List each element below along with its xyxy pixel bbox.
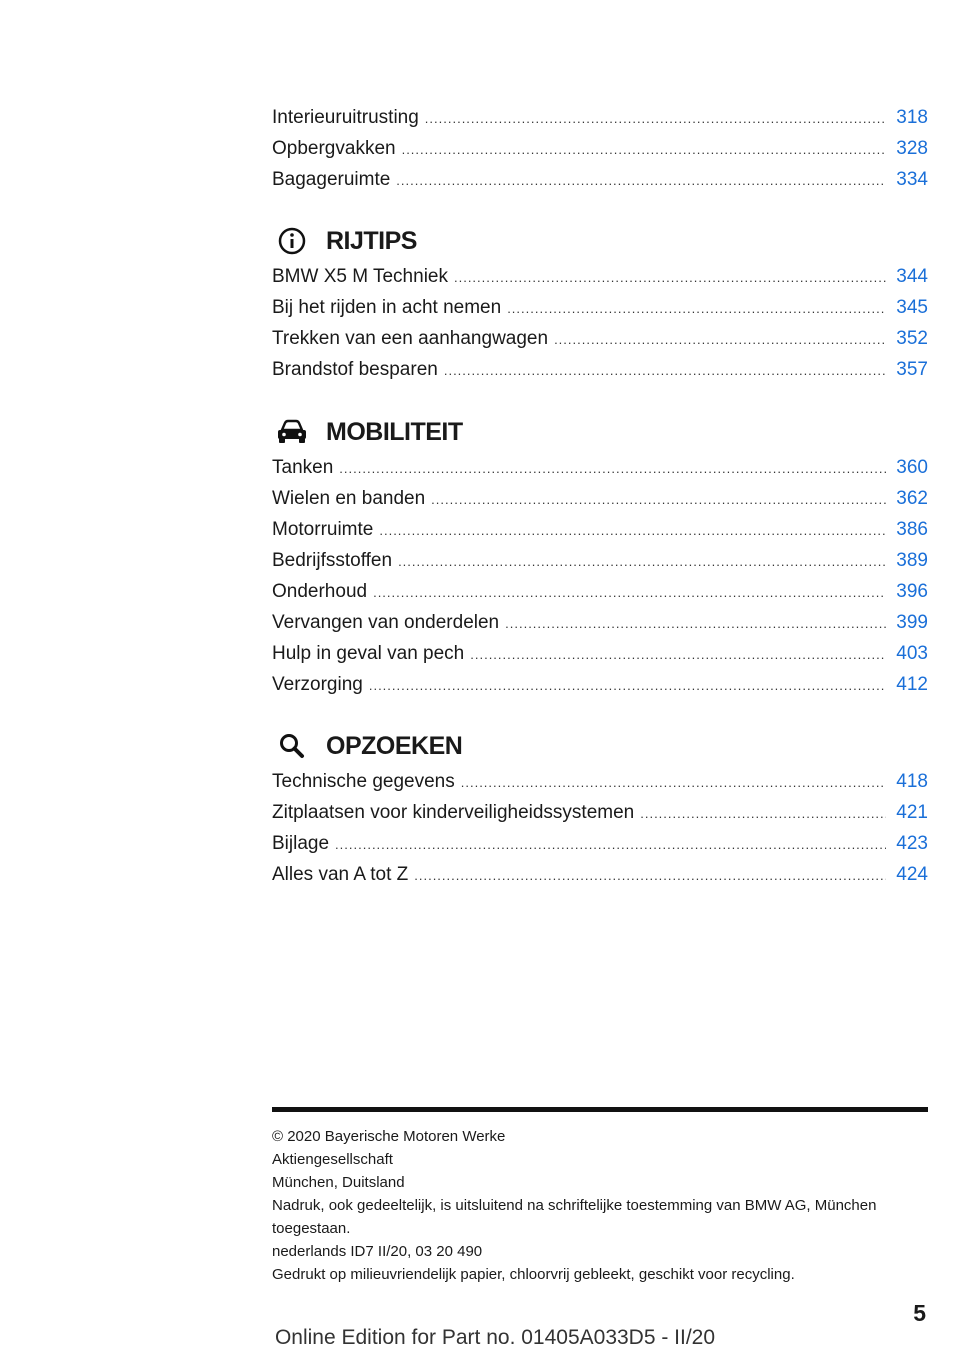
toc-page-link[interactable]: 399 bbox=[896, 612, 928, 633]
toc-entry-label: Tanken bbox=[272, 457, 334, 478]
toc-entry-label: Brandstof besparen bbox=[272, 359, 438, 380]
dot-leader bbox=[507, 293, 886, 324]
car-icon bbox=[272, 412, 312, 452]
toc-entry[interactable] bbox=[272, 452, 928, 483]
toc-entry-label: BMW X5 M Techniek bbox=[272, 266, 448, 287]
dot-leader bbox=[414, 860, 886, 891]
toc-entry-label: Onderhoud bbox=[272, 581, 368, 602]
dot-leader bbox=[461, 767, 887, 798]
dot-leader bbox=[554, 324, 886, 355]
toc-entry[interactable] bbox=[272, 859, 928, 890]
section-title: MOBILITEIT bbox=[326, 417, 463, 446]
section-title: RIJTIPS bbox=[326, 226, 417, 255]
toc-entry[interactable] bbox=[272, 828, 928, 859]
toc-page-link[interactable]: 345 bbox=[896, 297, 928, 318]
section-heading-opzoeken bbox=[272, 726, 462, 766]
colophon-line: München, Duitsland bbox=[272, 1174, 405, 1191]
colophon-line: Nadruk, ook gedeeltelijk, is uitsluitend na schriftelijke toestemming van BMW AG, München bbox=[272, 1197, 877, 1214]
toc-entry[interactable] bbox=[272, 545, 928, 576]
toc-page-link[interactable]: 403 bbox=[896, 643, 928, 664]
toc-page-link[interactable]: 418 bbox=[896, 771, 928, 792]
toc-page-link[interactable]: 424 bbox=[896, 864, 928, 885]
toc-entry[interactable] bbox=[272, 766, 928, 797]
dot-leader bbox=[379, 515, 886, 546]
colophon-line: nederlands ID7 II/20, 03 20 490 bbox=[272, 1243, 483, 1260]
toc-entry-label: Wielen en banden bbox=[272, 488, 426, 509]
toc-page-link[interactable]: 318 bbox=[896, 107, 928, 128]
dot-leader bbox=[402, 134, 887, 165]
toc-entry-label: Alles van A tot Z bbox=[272, 864, 409, 885]
colophon-line: Gedrukt op milieuvriendelijk papier, chloorvrij gebleekt, geschikt voor recycling. bbox=[272, 1266, 795, 1283]
toc-entry[interactable] bbox=[272, 261, 928, 292]
dot-leader bbox=[444, 355, 886, 386]
page-number: 5 bbox=[913, 1300, 926, 1326]
toc-entry-label: Motorruimte bbox=[272, 519, 374, 540]
online-edition-footer: Online Edition for Part no. 01405A033D5 - II/20 bbox=[274, 1326, 716, 1349]
toc-page-link[interactable]: 412 bbox=[896, 674, 928, 695]
colophon bbox=[272, 1125, 928, 1286]
colophon-line: Aktiengesellschaft bbox=[272, 1151, 393, 1168]
toc-entry[interactable] bbox=[272, 607, 928, 638]
dot-leader bbox=[505, 608, 886, 639]
divider-rule bbox=[272, 1107, 928, 1112]
toc-entry-label: Bagageruimte bbox=[272, 169, 391, 190]
section-heading-rijtips bbox=[272, 221, 417, 261]
colophon-line: toegestaan. bbox=[272, 1220, 351, 1237]
dot-leader bbox=[425, 103, 887, 134]
toc-entry[interactable] bbox=[272, 164, 928, 195]
toc-page-link[interactable]: 334 bbox=[896, 169, 928, 190]
toc-entry-label: Interieuruitrusting bbox=[272, 107, 419, 128]
toc-page-link[interactable]: 396 bbox=[896, 581, 928, 602]
toc-page-link[interactable]: 352 bbox=[896, 328, 928, 349]
toc-entry-label: Bij het rijden in acht nemen bbox=[272, 297, 502, 318]
toc-page-link[interactable]: 389 bbox=[896, 550, 928, 571]
toc-entry-label: Technische gegevens bbox=[272, 771, 455, 792]
dot-leader bbox=[339, 453, 886, 484]
toc-entry-label: Opbergvakken bbox=[272, 138, 396, 159]
toc-page-link[interactable]: 328 bbox=[896, 138, 928, 159]
toc-page-link[interactable]: 357 bbox=[896, 359, 928, 380]
toc-entry-label: Verzorging bbox=[272, 674, 363, 695]
toc-entry[interactable] bbox=[272, 102, 928, 133]
section-title: OPZOEKEN bbox=[326, 731, 463, 760]
toc-entry[interactable] bbox=[272, 292, 928, 323]
dot-leader bbox=[373, 577, 886, 608]
toc-entry-label: Vervangen van onderdelen bbox=[272, 612, 500, 633]
toc-entry-label: Zitplaatsen voor kinderveiligheidssystemen bbox=[272, 802, 635, 823]
dot-leader bbox=[335, 829, 886, 860]
toc-entry[interactable] bbox=[272, 483, 928, 514]
colophon-line: © 2020 Bayerische Motoren Werke bbox=[272, 1128, 506, 1145]
toc-entry-label: Hulp in geval van pech bbox=[272, 643, 465, 664]
toc-entry[interactable] bbox=[272, 323, 928, 354]
info-icon bbox=[272, 221, 312, 261]
dot-leader bbox=[396, 165, 886, 196]
dot-leader bbox=[470, 639, 886, 670]
search-icon bbox=[272, 726, 312, 766]
toc-entry-label: Bedrijfsstoffen bbox=[272, 550, 393, 571]
toc-entry[interactable] bbox=[272, 638, 928, 669]
toc-page-link[interactable]: 360 bbox=[896, 457, 928, 478]
toc-entry[interactable] bbox=[272, 354, 928, 385]
dot-leader bbox=[640, 798, 886, 829]
dot-leader bbox=[369, 670, 886, 701]
toc-entry-label: Bijlage bbox=[272, 833, 330, 854]
section-heading-mobiliteit bbox=[272, 412, 463, 452]
toc-entry-label: Trekken van een aanhangwagen bbox=[272, 328, 549, 349]
toc-page-link[interactable]: 423 bbox=[896, 833, 928, 854]
toc-page-link[interactable]: 386 bbox=[896, 519, 928, 540]
toc-entry[interactable] bbox=[272, 576, 928, 607]
toc-page-link[interactable]: 344 bbox=[896, 266, 928, 287]
toc-page-link[interactable]: 421 bbox=[896, 802, 928, 823]
toc-entry[interactable] bbox=[272, 797, 928, 828]
toc-page-link[interactable]: 362 bbox=[896, 488, 928, 509]
dot-leader bbox=[431, 484, 886, 515]
toc-entry[interactable] bbox=[272, 514, 928, 545]
dot-leader bbox=[454, 262, 886, 293]
toc-entry[interactable] bbox=[272, 133, 928, 164]
dot-leader bbox=[398, 546, 886, 577]
toc-entry[interactable] bbox=[272, 669, 928, 700]
